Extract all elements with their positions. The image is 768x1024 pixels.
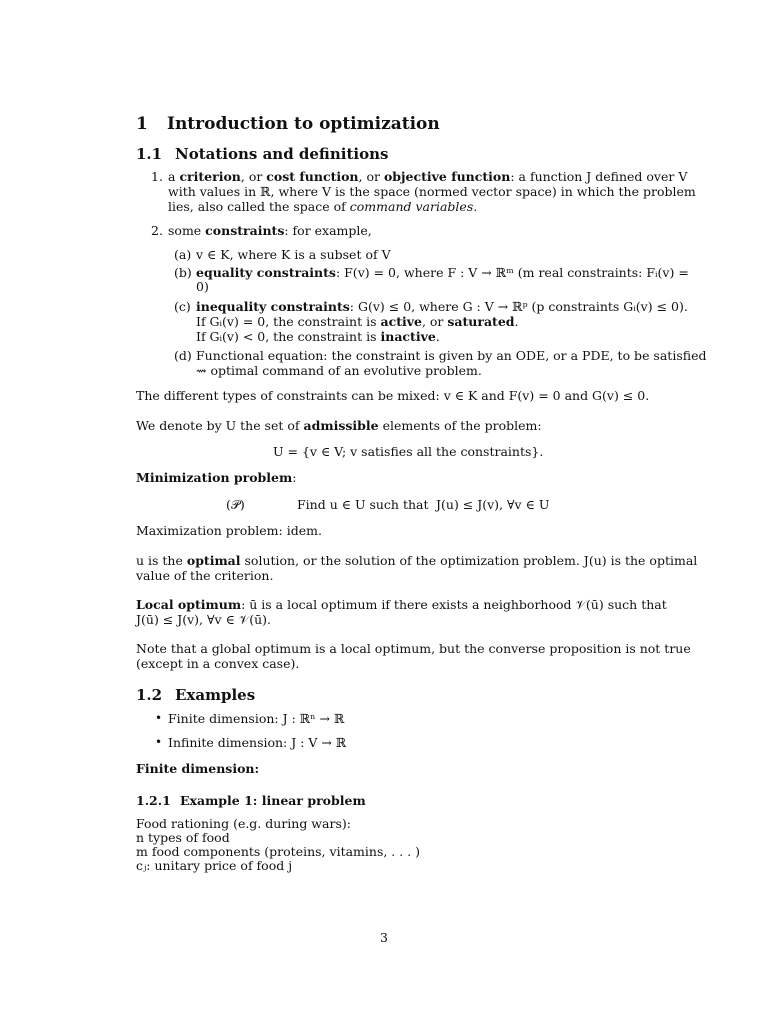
sub-a-marker: (a) bbox=[174, 247, 192, 262]
subsection-heading bbox=[136, 145, 388, 163]
sub-d-line-2: ⇝ optimal command of an evolutive problem. bbox=[196, 363, 482, 378]
food-line-3: m food components (proteins, vitamins, . . . ) bbox=[136, 844, 421, 859]
section-number: 1 bbox=[136, 114, 148, 134]
maximization-paragraph: Maximization problem: idem. bbox=[136, 523, 322, 538]
subsubsection-number: 1.2.1 bbox=[136, 793, 171, 808]
food-line-2: n types of food bbox=[136, 830, 230, 845]
admissible-set-equation: U = {v ∈ V; v satisfies all the constraints}. bbox=[273, 444, 544, 459]
bullet-item-infinite: Infinite dimension: J : V → ℝ bbox=[168, 735, 347, 750]
sub-b-line-2: 0) bbox=[196, 279, 209, 294]
bullet-icon: • bbox=[155, 711, 163, 725]
sub-d-line-1: Functional equation: the constraint is given by an ODE, or a PDE, to be satisfied bbox=[196, 348, 707, 363]
optimal-line-2: value of the criterion. bbox=[136, 568, 274, 583]
minimization-heading: Minimization problem: bbox=[136, 470, 297, 485]
subsection-number: 1.2 bbox=[136, 686, 163, 704]
subsection-title: Examples bbox=[175, 686, 256, 704]
bullet-item-finite: Finite dimension: J : ℝⁿ → ℝ bbox=[168, 711, 345, 726]
food-line-4: cⱼ: unitary price of food j bbox=[136, 858, 293, 873]
item-2-marker: 2. bbox=[151, 223, 163, 238]
problem-statement: Find u ∈ U such that bbox=[297, 497, 429, 512]
sub-b-marker: (b) bbox=[174, 265, 192, 280]
subsection-heading-examples bbox=[136, 686, 255, 704]
sub-b-line-1: equality constraints: F(v) = 0, where F : V → ℝᵐ (m real constraints: Fᵢ(v) = bbox=[196, 265, 689, 280]
section-title: Introduction to optimization bbox=[167, 114, 440, 134]
finite-dimension-heading: Finite dimension: bbox=[136, 761, 260, 776]
sub-d-marker: (d) bbox=[174, 348, 192, 363]
item-1-line-1: a criterion, or cost function, or objective function: a function J defined over V bbox=[168, 169, 688, 184]
problem-relation: J(u) ≤ J(v), ∀v ∈ U bbox=[436, 497, 550, 512]
section-heading bbox=[136, 114, 440, 134]
sub-c-line-2: If Gᵢ(v) = 0, the constraint is active, or saturated. bbox=[196, 314, 519, 329]
note-line-2: (except in a convex case). bbox=[136, 656, 300, 671]
sub-a-text: v ∈ K, where K is a subset of V bbox=[196, 247, 391, 262]
item-1-line-3: lies, also called the space of command variables. bbox=[168, 199, 478, 214]
item-2-intro: some constraints: for example, bbox=[168, 223, 372, 238]
food-line-1: Food rationing (e.g. during wars): bbox=[136, 816, 351, 831]
problem-name: (𝒫) bbox=[226, 497, 245, 512]
admissible-paragraph: We denote by U the set of admissible elements of the problem: bbox=[136, 418, 542, 433]
sub-c-line-1: inequality constraints: G(v) ≤ 0, where G : V → ℝᵖ (p constraints Gᵢ(v) ≤ 0). bbox=[196, 299, 688, 314]
optimal-line-1: u is the optimal solution, or the solution of the optimization problem. J(u) is the optimal bbox=[136, 553, 698, 568]
item-1-line-2: with values in ℝ, where V is the space (normed vector space) in which the problem bbox=[168, 184, 696, 199]
item-1-marker: 1. bbox=[151, 169, 163, 184]
local-optimum-line-2: J(ū) ≤ J(v), ∀v ∈ 𝒱(ū). bbox=[136, 612, 272, 627]
subsubsection-title: Example 1: linear problem bbox=[180, 793, 366, 808]
subsection-number: 1.1 bbox=[136, 145, 163, 163]
mixed-constraints-paragraph: The different types of constraints can be mixed: v ∈ K and F(v) = 0 and G(v) ≤ 0. bbox=[136, 388, 650, 403]
note-line-1: Note that a global optimum is a local optimum, but the converse proposition is not true bbox=[136, 641, 691, 656]
page-number: 3 bbox=[380, 930, 388, 945]
sub-c-marker: (c) bbox=[174, 299, 191, 314]
sub-c-line-3: If Gᵢ(v) < 0, the constraint is inactive. bbox=[196, 329, 440, 344]
subsection-title: Notations and definitions bbox=[175, 145, 389, 163]
subsubsection-heading bbox=[136, 793, 366, 808]
local-optimum-line-1: Local optimum: ū is a local optimum if there exists a neighborhood 𝒱(ū) such that bbox=[136, 597, 667, 612]
bullet-icon: • bbox=[155, 735, 163, 749]
